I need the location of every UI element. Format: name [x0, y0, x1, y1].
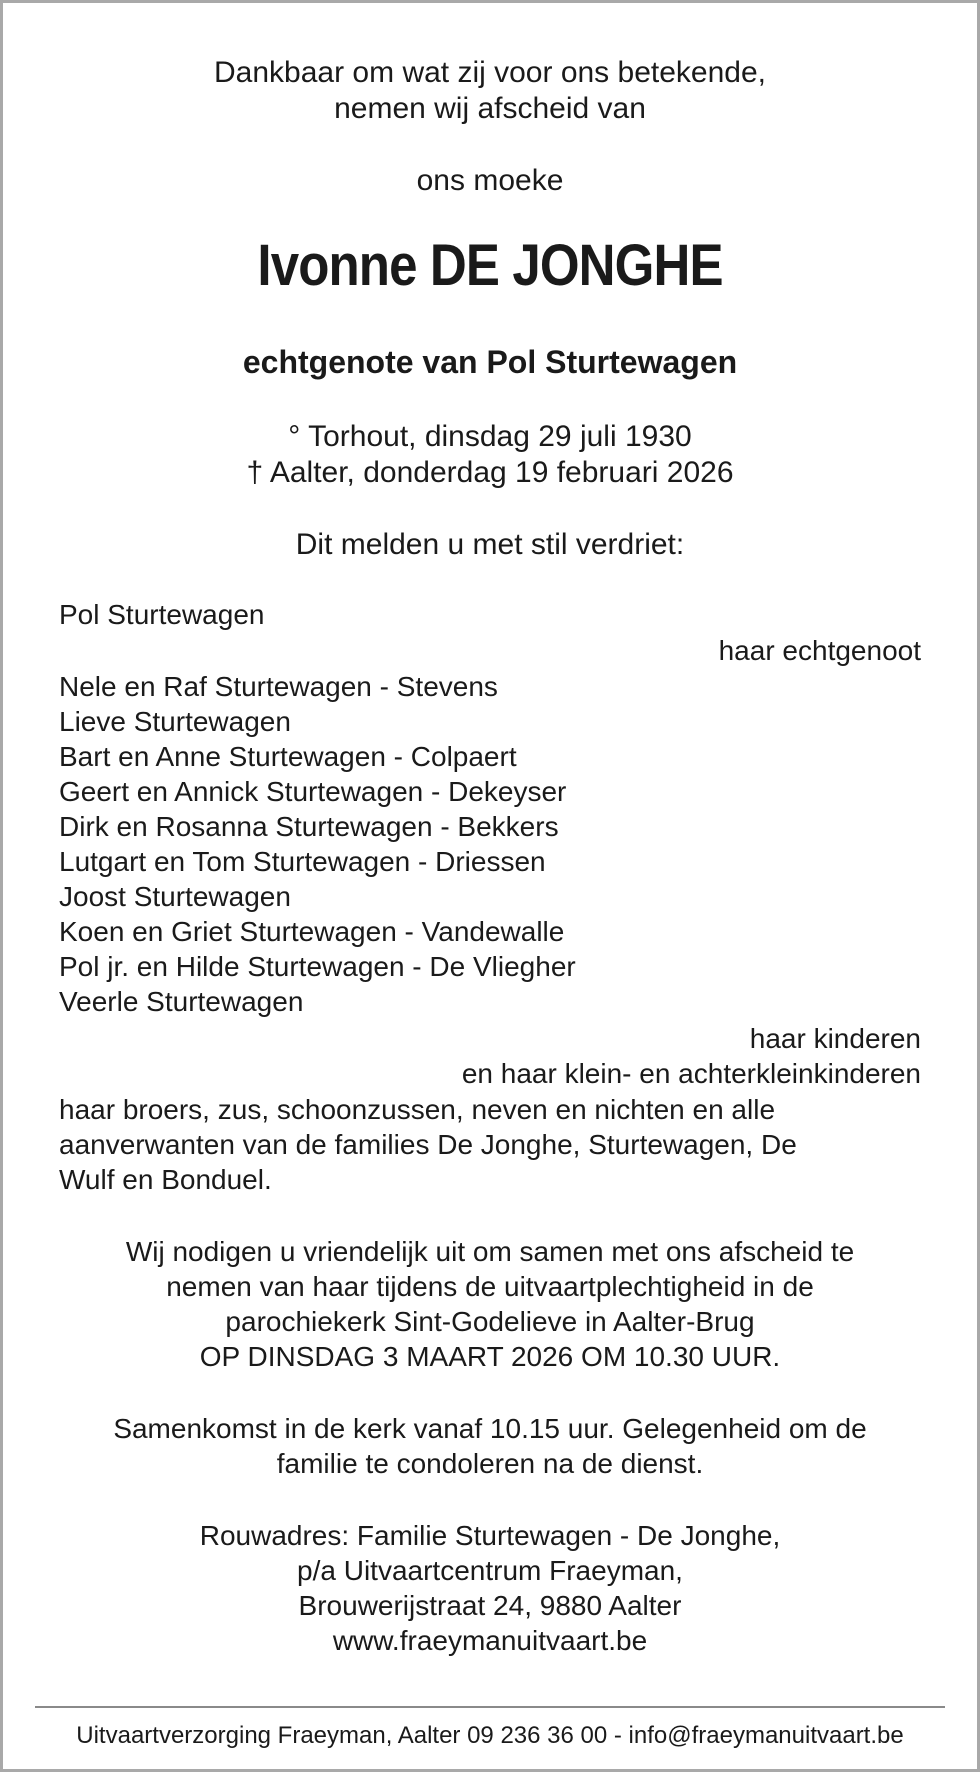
relation-line: ons moeke	[416, 164, 564, 197]
relatives-line-3: Wulf en Bonduel.	[59, 1164, 272, 1195]
invitation-line-1: Wij nodigen u vriendelijk uit om samen met ons afscheid te	[125, 1236, 855, 1267]
spouse-line: echtgenote van Pol Sturtewagen	[242, 344, 738, 380]
relatives-line-1: haar broers, zus, schoonzussen, neven en nichten en alle	[59, 1094, 776, 1125]
child-5: Dirk en Rosanna Sturtewagen - Bekkers	[59, 811, 559, 842]
deceased-name: Ivonne DE JONGHE	[257, 233, 723, 298]
child-10: Veerle Sturtewagen	[59, 986, 304, 1017]
announcement-line: Dit melden u met stil verdriet:	[295, 528, 685, 561]
child-3: Bart en Anne Sturtewagen - Colpaert	[59, 741, 517, 772]
child-7: Joost Sturtewagen	[59, 881, 291, 912]
children-role: haar kinderen	[749, 1023, 921, 1054]
gathering-line-1: Samenkomst in de kerk vanaf 10.15 uur. Gelegenheid om de	[113, 1413, 867, 1444]
spouse-role: haar echtgenoot	[718, 635, 921, 666]
child-6: Lutgart en Tom Sturtewagen - Driessen	[59, 846, 546, 877]
footer-divider	[35, 1706, 945, 1708]
child-4: Geert en Annick Sturtewagen - Dekeyser	[59, 776, 567, 807]
death-line: † Aalter, donderdag 19 februari 2026	[246, 456, 734, 489]
address-line-2: p/a Uitvaartcentrum Fraeyman,	[297, 1555, 683, 1586]
child-8: Koen en Griet Sturtewagen - Vandewalle	[59, 916, 565, 947]
intro-line-1: Dankbaar om wat zij voor ons betekende,	[214, 56, 766, 89]
address-website: www.fraeymanuitvaart.be	[332, 1625, 648, 1656]
grandchildren-line: en haar klein- en achterkleinkinderen	[461, 1058, 921, 1089]
relatives-line-2: aanverwanten van de families De Jonghe, Sturtewagen, De	[59, 1129, 797, 1160]
birth-line: ° Torhout, dinsdag 29 juli 1930	[288, 420, 692, 453]
address-line-3: Brouwerijstraat 24, 9880 Aalter	[298, 1590, 682, 1621]
child-9: Pol jr. en Hilde Sturtewagen - De Vliegher	[59, 951, 576, 982]
child-2: Lieve Sturtewagen	[59, 706, 291, 737]
address-line-1: Rouwadres: Familie Sturtewagen - De Jonghe,	[199, 1520, 781, 1551]
gathering-line-2: familie te condoleren na de dienst.	[276, 1448, 704, 1479]
invitation-line-2: nemen van haar tijdens de uitvaartplechtigheid in de	[166, 1271, 814, 1302]
intro-line-2: nemen wij afscheid van	[334, 92, 646, 125]
child-1: Nele en Raf Sturtewagen - Stevens	[59, 671, 498, 702]
invitation-line-3: parochiekerk Sint-Godelieve in Aalter-Brug	[225, 1306, 755, 1337]
spouse-name: Pol Sturtewagen	[59, 599, 265, 630]
footer-line: Uitvaartverzorging Fraeyman, Aalter 09 236 36 00 - info@fraeymanuitvaart.be	[76, 1722, 904, 1749]
invitation-line-4: OP DINSDAG 3 MAART 2026 OM 10.30 UUR.	[199, 1341, 781, 1372]
